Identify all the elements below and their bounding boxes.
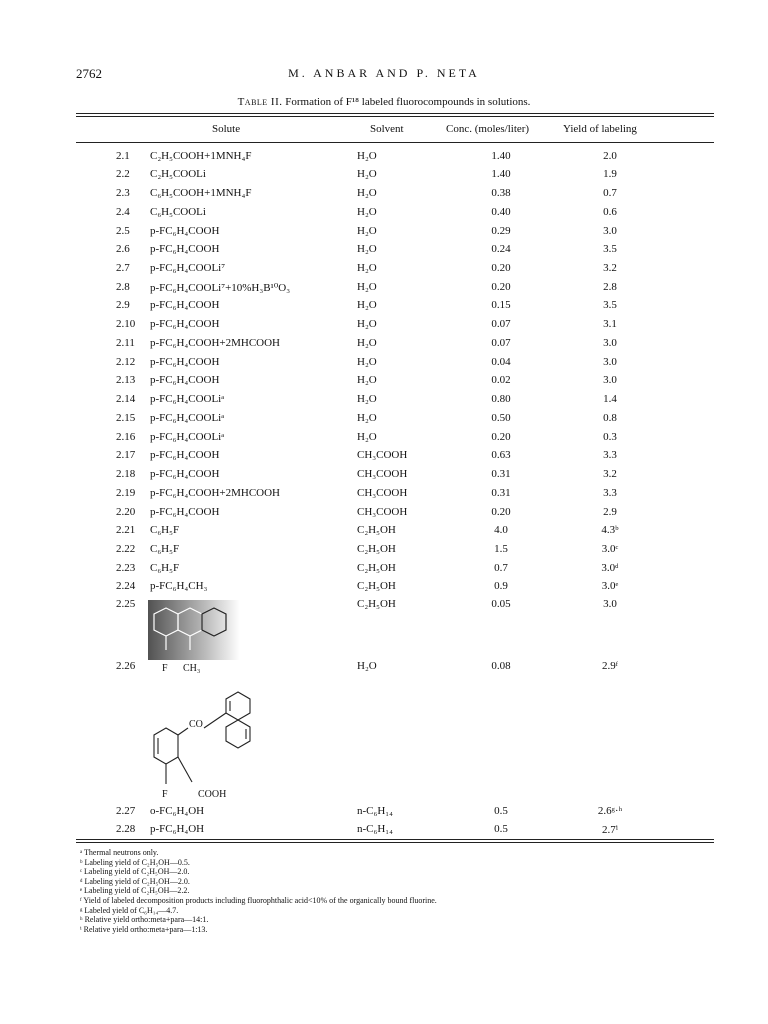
table-row <box>0 168 768 184</box>
yield-cell: 3.1 <box>603 318 617 330</box>
row-number: 2.3 <box>116 187 130 199</box>
solute-cell: p-FC₆H₄COOLiᵃ <box>150 412 225 424</box>
footnote: ᶠ Yield of labeled decomposition products including fluorophthalic acid<10% of the organically bound fluorine. <box>80 895 437 905</box>
solvent-cell: H₂O <box>357 374 377 386</box>
solute-cell: p-FC₆H₄COOLi⁷+10%H₃B¹⁰O₃ <box>150 282 291 294</box>
row-number: 2.18 <box>116 468 136 480</box>
conc-cell: 4.0 <box>494 524 508 536</box>
yield-cell: 3.0 <box>603 356 617 368</box>
footnotes <box>80 848 437 934</box>
solvent-cell: H₂O <box>357 168 377 180</box>
table-row <box>0 431 768 447</box>
col-header-solute: Solute <box>212 123 241 135</box>
yield-cell: 0.3 <box>603 431 617 443</box>
conc-cell: 0.07 <box>491 318 511 330</box>
yield-cell: 3.0ᵈ <box>601 562 619 574</box>
conc-cell: 1.5 <box>494 543 508 555</box>
col-header-conc: Conc. (moles/liter) <box>446 123 530 135</box>
yield-cell: 3.3 <box>603 487 617 499</box>
solute-cell: p-FC₆H₄COOLiᵃ <box>150 393 225 405</box>
table-top-rule <box>76 113 714 114</box>
yield-cell: 3.2 <box>603 468 617 480</box>
solute-cell: p-FC₆H₄COOLiᵃ <box>150 431 225 443</box>
row-number: 2.22 <box>116 543 136 555</box>
row-number: 2.12 <box>116 356 136 368</box>
table-row <box>0 524 768 540</box>
solvent-cell: H₂O <box>357 356 377 368</box>
row-number: 2.6 <box>116 243 130 255</box>
yield-cell: 2.7ⁱ <box>602 824 618 836</box>
table-top-rule-2 <box>76 116 714 117</box>
solvent-cell: CH₃COOH <box>357 487 408 499</box>
structure-2-26-f-label: F <box>162 789 168 800</box>
conc-cell: 0.20 <box>491 506 511 518</box>
conc-cell: 0.50 <box>491 412 511 424</box>
solvent-cell: H₂O <box>357 150 377 162</box>
solute-cell: C₂H₅COOH+1MNH₄F <box>150 150 252 162</box>
yield-cell: 2.9ᶠ <box>601 660 619 672</box>
row-number: 2.26 <box>116 660 136 672</box>
table-row <box>0 562 768 578</box>
conc-cell: 0.9 <box>494 580 508 592</box>
conc-cell: 0.24 <box>491 243 511 255</box>
solvent-cell: C₂H₅OH <box>357 562 396 574</box>
solvent-cell: H₂O <box>357 187 377 199</box>
yield-cell: 3.0ᶜ <box>601 543 619 555</box>
yield-cell: 3.0 <box>603 225 617 237</box>
row-number: 2.10 <box>116 318 136 330</box>
row-number: 2.8 <box>116 281 130 293</box>
solvent-cell: H₂O <box>357 318 377 330</box>
row-number: 2.4 <box>116 206 130 218</box>
footnote: ᵉ Labeling yield of C₂H₅OH—2.2. <box>80 886 190 896</box>
solute-cell: p-FC₆H₄COOH <box>150 225 220 237</box>
row-number: 2.15 <box>116 412 136 424</box>
row-number: 2.2 <box>116 168 130 180</box>
yield-cell: 3.3 <box>603 449 617 461</box>
table-row <box>0 318 768 334</box>
solute-cell: p-FC₆H₄COOLi⁷ <box>150 262 226 274</box>
table-row <box>0 243 768 259</box>
conc-cell: 0.20 <box>491 431 511 443</box>
conc-cell: 0.80 <box>491 393 511 405</box>
table-row <box>0 337 768 353</box>
yield-cell: 1.9 <box>603 168 617 180</box>
table-row <box>0 225 768 241</box>
structure-2-26-co-label: CO <box>189 719 203 730</box>
naphthyl-rings-icon <box>226 692 250 748</box>
conc-cell: 0.02 <box>491 374 511 386</box>
solvent-cell: H₂O <box>357 206 377 218</box>
solvent-cell: H₂O <box>357 412 377 424</box>
solute-cell: p-FC₆H₄COOH <box>150 299 220 311</box>
yield-cell: 4.3ᵇ <box>601 524 619 536</box>
row-number: 2.21 <box>116 524 136 536</box>
solute-cell: o-FC₆H₄OH <box>150 805 205 817</box>
yield-cell: 2.0 <box>603 150 617 162</box>
footnote: ʰ Relative yield ortho:meta+para—14:1. <box>80 915 209 925</box>
table-label: Table II. <box>237 96 283 108</box>
table-row <box>0 805 768 821</box>
running-header-authors: M. ANBAR AND P. NETA <box>288 66 480 80</box>
yield-cell: 3.5 <box>603 243 617 255</box>
yield-cell: 2.6ᵍ·ʰ <box>597 805 623 817</box>
row-number: 2.16 <box>116 431 136 443</box>
footnote: ᶜ Labeling yield of C₂H₅OH—2.0. <box>80 867 190 877</box>
row-number: 2.14 <box>116 393 136 405</box>
conc-cell: 0.29 <box>491 225 511 237</box>
conc-cell: 0.20 <box>491 262 511 274</box>
table-row <box>0 449 768 465</box>
table-bottom-rule <box>76 839 714 840</box>
benzene-ring-icon <box>154 728 178 764</box>
table-row <box>0 823 768 839</box>
structure-2-25-ch3-label: CH₃ <box>183 663 201 674</box>
conc-cell: 1.40 <box>491 150 511 162</box>
col-header-yield: Yield of labeling <box>563 123 637 135</box>
yield-cell: 3.5 <box>603 299 617 311</box>
table-row <box>0 506 768 522</box>
table-row <box>0 580 768 596</box>
solvent-cell: H₂O <box>357 243 377 255</box>
solvent-cell: H₂O <box>357 281 377 293</box>
header-bottom-rule <box>76 142 714 143</box>
footnote: ⁱ Relative yield ortho:meta+para—1:13. <box>80 924 208 934</box>
solvent-cell: C₂H₅OH <box>357 598 396 610</box>
yield-cell: 2.8 <box>603 281 617 293</box>
row-number: 2.25 <box>116 598 136 610</box>
col-header-solvent: Solvent <box>370 123 404 135</box>
solvent-cell: CH₃COOH <box>357 468 408 480</box>
conc-cell: 0.31 <box>491 468 511 480</box>
conc-cell: 0.5 <box>494 805 508 817</box>
table-row <box>0 187 768 203</box>
yield-cell: 3.0 <box>603 374 617 386</box>
conc-cell: 0.20 <box>491 281 511 293</box>
solute-cell: p-FC₆H₄COOH <box>150 318 220 330</box>
table-row <box>0 356 768 372</box>
yield-cell: 3.0ᵉ <box>601 580 619 592</box>
conc-cell: 0.05 <box>491 598 511 610</box>
table-row <box>0 206 768 222</box>
solute-cell: C₆H₅COOLi <box>150 206 206 218</box>
solvent-cell: H₂O <box>357 337 377 349</box>
table-row <box>0 262 768 278</box>
solute-cell: p-FC₆H₄COOH <box>150 356 220 368</box>
table-row <box>0 281 768 297</box>
solute-cell: p-FC₆H₄COOH <box>150 468 220 480</box>
solute-cell: C₆H₅F <box>150 562 180 574</box>
table-row <box>0 412 768 428</box>
conc-cell: 1.40 <box>491 168 511 180</box>
row-number: 2.27 <box>116 805 136 817</box>
conc-cell: 0.04 <box>491 356 511 368</box>
solvent-cell: C₂H₅OH <box>357 580 396 592</box>
yield-cell: 0.8 <box>603 412 617 424</box>
solvent-cell: H₂O <box>357 660 377 672</box>
solvent-cell: H₂O <box>357 225 377 237</box>
solvent-cell: H₂O <box>357 431 377 443</box>
yield-cell: 0.7 <box>603 187 617 199</box>
row-number: 2.5 <box>116 225 130 237</box>
solute-cell: C₆H₅F <box>150 524 180 536</box>
table-row <box>0 374 768 390</box>
row-number: 2.7 <box>116 262 130 274</box>
solute-cell: p-FC₆H₄OH <box>150 823 205 835</box>
solute-cell: p-FC₆H₄COOH <box>150 374 220 386</box>
row-number: 2.17 <box>116 449 136 461</box>
solvent-cell: H₂O <box>357 262 377 274</box>
conc-cell: 0.15 <box>491 299 511 311</box>
structure-2-26 <box>146 684 266 794</box>
conc-cell: 0.5 <box>494 823 508 835</box>
solute-cell: p-FC₆H₄COOH+2MHCOOH <box>150 337 280 349</box>
solvent-cell: H₂O <box>357 393 377 405</box>
solvent-cell: C₂H₅OH <box>357 543 396 555</box>
conc-cell: 0.31 <box>491 487 511 499</box>
solute-cell: C₂H₅COOLi <box>150 168 206 180</box>
table-caption-text: Formation of F¹⁸ labeled fluorocompounds in solutions. <box>285 96 531 108</box>
footnote: ᵈ Labeling yield of C₂H₅OH—2.0. <box>80 876 190 886</box>
conc-cell: 0.40 <box>491 206 511 218</box>
table-row <box>0 487 768 503</box>
row-number: 2.13 <box>116 374 136 386</box>
yield-cell: 1.4 <box>603 393 617 405</box>
yield-cell: 3.0 <box>603 598 617 610</box>
conc-cell: 0.07 <box>491 337 511 349</box>
conc-cell: 0.08 <box>491 660 511 672</box>
solute-cell: p-FC₆H₄COOH <box>150 449 220 461</box>
row-number: 2.24 <box>116 580 136 592</box>
solute-cell: C₆H₅COOH+1MNH₄F <box>150 187 252 199</box>
page-number: 2762 <box>76 66 102 81</box>
table-row <box>0 393 768 409</box>
structure-2-25-f-label: F <box>162 663 168 674</box>
structure-2-26-cooh-label: COOH <box>198 789 227 800</box>
table-row <box>0 543 768 559</box>
solvent-cell: C₂H₅OH <box>357 524 396 536</box>
solute-cell: p-FC₆H₄COOH <box>150 243 220 255</box>
solvent-cell: CH₃COOH <box>357 506 408 518</box>
yield-cell: 2.9 <box>603 506 617 518</box>
solvent-cell: H₂O <box>357 299 377 311</box>
table-row <box>0 150 768 166</box>
solute-cell: p-FC₆H₄COOH+2MHCOOH <box>150 487 280 499</box>
table-row <box>0 468 768 484</box>
row-number: 2.20 <box>116 506 136 518</box>
yield-cell: 0.6 <box>603 206 617 218</box>
footnote: ᵃ Thermal neutrons only. <box>80 848 159 857</box>
solute-cell: C₆H₅F <box>150 543 180 555</box>
row-number: 2.11 <box>116 337 135 349</box>
row-number: 2.28 <box>116 823 136 835</box>
solvent-cell: CH₃COOH <box>357 449 408 461</box>
solvent-cell: n-C₆H₁₄ <box>357 805 393 817</box>
row-number: 2.19 <box>116 487 136 499</box>
conc-cell: 0.38 <box>491 187 511 199</box>
solute-cell: p-FC₆H₄COOH <box>150 506 220 518</box>
table-bottom-rule-2 <box>76 842 714 843</box>
table-row <box>0 299 768 315</box>
row-number: 2.1 <box>116 150 130 162</box>
conc-cell: 0.7 <box>494 562 508 574</box>
row-number: 2.23 <box>116 562 136 574</box>
row-number: 2.9 <box>116 299 130 311</box>
yield-cell: 3.0 <box>603 337 617 349</box>
solute-cell: p-FC₆H₄CH₃ <box>150 580 208 592</box>
table-row <box>0 598 768 614</box>
table-caption <box>0 96 768 108</box>
yield-cell: 3.2 <box>603 262 617 274</box>
footnote: ᵇ Labeling yield of C₂H₅OH—0.5. <box>80 857 190 867</box>
solvent-cell: n-C₆H₁₄ <box>357 823 393 835</box>
conc-cell: 0.63 <box>491 449 511 461</box>
table-row <box>0 660 768 676</box>
footnote: ᵍ Labeled yield of C₆H₁₄—4.7. <box>80 905 179 915</box>
